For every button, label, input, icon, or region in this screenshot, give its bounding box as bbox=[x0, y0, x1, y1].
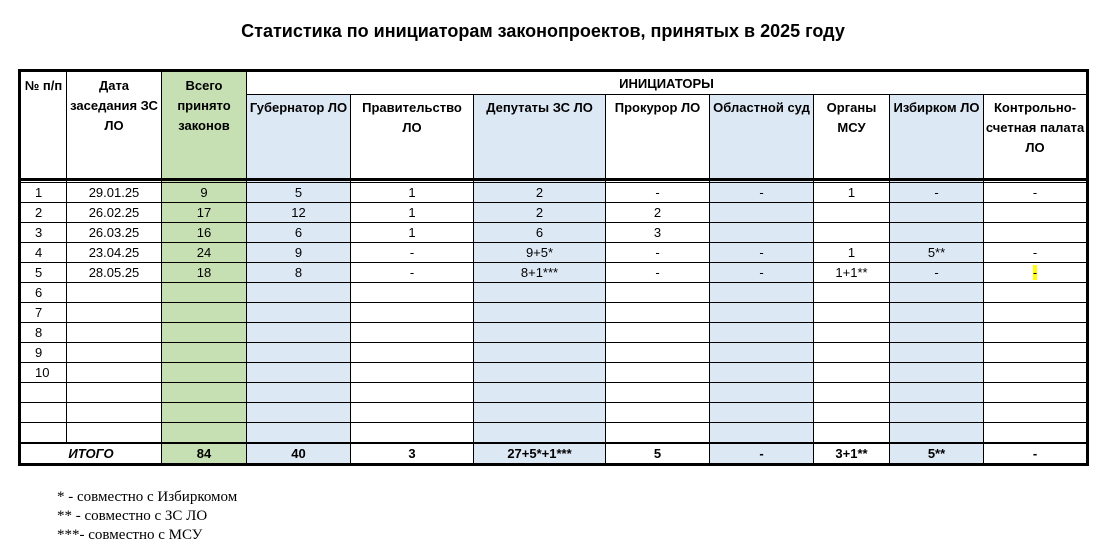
cell-control-chamber bbox=[984, 363, 1088, 383]
cell-government bbox=[351, 383, 474, 403]
cell-prosecutor: 2 bbox=[606, 203, 710, 223]
cell-total bbox=[162, 383, 247, 403]
cell-izbirkom: 5** bbox=[890, 243, 984, 263]
header-izbirkom: Избирком ЛО bbox=[890, 95, 984, 180]
cell-date: 26.03.25 bbox=[67, 223, 162, 243]
cell-msu: 1 bbox=[814, 243, 890, 263]
cell-date: 26.02.25 bbox=[67, 203, 162, 223]
table-row bbox=[20, 363, 1088, 383]
cell-governor bbox=[247, 323, 351, 343]
cell-msu bbox=[814, 283, 890, 303]
cell-governor bbox=[247, 363, 351, 383]
cell-total: 24 bbox=[162, 243, 247, 263]
total-prosecutor: 5 bbox=[606, 443, 710, 465]
cell-num: 10 bbox=[20, 363, 67, 383]
cell-prosecutor: - bbox=[606, 183, 710, 203]
cell-total bbox=[162, 303, 247, 323]
cell-total bbox=[162, 343, 247, 363]
cell-date bbox=[67, 343, 162, 363]
cell-regional-court: - bbox=[710, 183, 814, 203]
cell-prosecutor: 3 bbox=[606, 223, 710, 243]
cell-regional-court bbox=[710, 423, 814, 444]
cell-izbirkom bbox=[890, 403, 984, 423]
cell-regional-court bbox=[710, 203, 814, 223]
cell-control-chamber bbox=[984, 423, 1088, 444]
cell-regional-court bbox=[710, 343, 814, 363]
cell-date bbox=[67, 303, 162, 323]
cell-governor bbox=[247, 403, 351, 423]
total-label: ИТОГО bbox=[20, 443, 162, 465]
cell-date bbox=[67, 383, 162, 403]
cell-governor bbox=[247, 303, 351, 323]
header-governor: Губернатор ЛО bbox=[247, 95, 351, 180]
cell-prosecutor bbox=[606, 323, 710, 343]
cell-total bbox=[162, 283, 247, 303]
cell-government bbox=[351, 343, 474, 363]
cell-num: 2 bbox=[20, 203, 67, 223]
cell-msu: 1 bbox=[814, 183, 890, 203]
cell-deputies bbox=[474, 283, 606, 303]
cell-governor bbox=[247, 423, 351, 444]
cell-government: 1 bbox=[351, 223, 474, 243]
total-izbirkom: 5** bbox=[890, 443, 984, 465]
highlighted-value: - bbox=[1032, 265, 1038, 280]
cell-governor: 12 bbox=[247, 203, 351, 223]
cell-governor: 5 bbox=[247, 183, 351, 203]
cell-control-chamber bbox=[984, 283, 1088, 303]
cell-date bbox=[67, 423, 162, 444]
cell-regional-court bbox=[710, 323, 814, 343]
cell-regional-court bbox=[710, 303, 814, 323]
table-row bbox=[20, 323, 1088, 343]
cell-izbirkom bbox=[890, 363, 984, 383]
cell-date bbox=[67, 363, 162, 383]
cell-prosecutor bbox=[606, 303, 710, 323]
cell-date bbox=[67, 323, 162, 343]
header-deputies: Депутаты ЗС ЛО bbox=[474, 95, 606, 180]
total-governor: 40 bbox=[247, 443, 351, 465]
cell-regional-court bbox=[710, 403, 814, 423]
header-government: Правительство ЛО bbox=[351, 95, 474, 180]
cell-izbirkom bbox=[890, 423, 984, 444]
total-msu: 3+1** bbox=[814, 443, 890, 465]
document-title: Статистика по инициаторам законопроектов, принятых в 2025 году bbox=[241, 21, 845, 41]
cell-government bbox=[351, 303, 474, 323]
cell-date bbox=[67, 403, 162, 423]
cell-deputies: 2 bbox=[474, 183, 606, 203]
cell-government bbox=[351, 323, 474, 343]
cell-government bbox=[351, 403, 474, 423]
footnotes bbox=[57, 488, 237, 545]
cell-governor bbox=[247, 343, 351, 363]
cell-deputies bbox=[474, 303, 606, 323]
cell-control-chamber: - bbox=[984, 243, 1088, 263]
total-regional-court: - bbox=[710, 443, 814, 465]
table-row bbox=[20, 223, 1088, 243]
cell-msu bbox=[814, 303, 890, 323]
cell-control-chamber bbox=[984, 403, 1088, 423]
total-control-chamber: - bbox=[984, 443, 1088, 465]
cell-deputies: 2 bbox=[474, 203, 606, 223]
table-row bbox=[20, 423, 1088, 444]
cell-num: 5 bbox=[20, 263, 67, 283]
cell-control-chamber bbox=[984, 383, 1088, 403]
cell-izbirkom bbox=[890, 283, 984, 303]
cell-control-chamber bbox=[984, 263, 1088, 283]
cell-date: 23.04.25 bbox=[67, 243, 162, 263]
footnote-3: ***- совместно с МСУ bbox=[57, 527, 203, 543]
total-row bbox=[20, 443, 1088, 465]
header-control-chamber: Контрольно-счетная палата ЛО bbox=[984, 95, 1088, 180]
cell-date bbox=[67, 283, 162, 303]
cell-prosecutor: - bbox=[606, 263, 710, 283]
table-row bbox=[20, 203, 1088, 223]
cell-total: 17 bbox=[162, 203, 247, 223]
cell-regional-court bbox=[710, 383, 814, 403]
cell-izbirkom bbox=[890, 383, 984, 403]
cell-total bbox=[162, 363, 247, 383]
table-row bbox=[20, 383, 1088, 403]
header-initiators: ИНИЦИАТОРЫ bbox=[247, 71, 1088, 95]
cell-prosecutor bbox=[606, 283, 710, 303]
table-row bbox=[20, 283, 1088, 303]
cell-msu bbox=[814, 223, 890, 243]
cell-deputies bbox=[474, 383, 606, 403]
cell-izbirkom bbox=[890, 323, 984, 343]
cell-msu bbox=[814, 383, 890, 403]
cell-government bbox=[351, 363, 474, 383]
header-msu: Органы МСУ bbox=[814, 95, 890, 180]
cell-msu bbox=[814, 403, 890, 423]
table-row bbox=[20, 343, 1088, 363]
cell-governor: 9 bbox=[247, 243, 351, 263]
cell-regional-court: - bbox=[710, 243, 814, 263]
cell-regional-court bbox=[710, 283, 814, 303]
cell-deputies bbox=[474, 323, 606, 343]
cell-prosecutor bbox=[606, 343, 710, 363]
cell-num: 8 bbox=[20, 323, 67, 343]
cell-government: - bbox=[351, 263, 474, 283]
total-total: 84 bbox=[162, 443, 247, 465]
cell-date: 28.05.25 bbox=[67, 263, 162, 283]
table-row bbox=[20, 403, 1088, 423]
cell-deputies bbox=[474, 403, 606, 423]
cell-num: 7 bbox=[20, 303, 67, 323]
cell-control-chamber bbox=[984, 223, 1088, 243]
cell-prosecutor: - bbox=[606, 243, 710, 263]
total-deputies: 27+5*+1*** bbox=[474, 443, 606, 465]
cell-izbirkom bbox=[890, 223, 984, 243]
cell-izbirkom bbox=[890, 303, 984, 323]
cell-government: - bbox=[351, 243, 474, 263]
cell-deputies: 6 bbox=[474, 223, 606, 243]
cell-governor: 8 bbox=[247, 263, 351, 283]
table-row bbox=[20, 243, 1088, 263]
cell-prosecutor bbox=[606, 383, 710, 403]
cell-msu bbox=[814, 363, 890, 383]
cell-government bbox=[351, 283, 474, 303]
cell-date: 29.01.25 bbox=[67, 183, 162, 203]
header-num: № п/п bbox=[20, 71, 67, 180]
cell-regional-court bbox=[710, 363, 814, 383]
cell-government: 1 bbox=[351, 183, 474, 203]
cell-num: 9 bbox=[20, 343, 67, 363]
cell-regional-court: - bbox=[710, 263, 814, 283]
cell-msu bbox=[814, 423, 890, 444]
table-row bbox=[20, 183, 1088, 203]
total-government: 3 bbox=[351, 443, 474, 465]
cell-total bbox=[162, 323, 247, 343]
cell-izbirkom bbox=[890, 343, 984, 363]
table-row bbox=[20, 263, 1088, 283]
cell-deputies: 8+1*** bbox=[474, 263, 606, 283]
table-row bbox=[20, 303, 1088, 323]
cell-num: 3 bbox=[20, 223, 67, 243]
cell-deputies bbox=[474, 343, 606, 363]
cell-num: 1 bbox=[20, 183, 67, 203]
cell-msu: 1+1** bbox=[814, 263, 890, 283]
footnote-1: * - совместно с Избиркомом bbox=[57, 489, 238, 505]
cell-prosecutor bbox=[606, 403, 710, 423]
cell-total bbox=[162, 403, 247, 423]
cell-governor bbox=[247, 383, 351, 403]
header-total: Всего принято законов bbox=[162, 71, 247, 180]
cell-izbirkom: - bbox=[890, 263, 984, 283]
cell-msu bbox=[814, 203, 890, 223]
cell-msu bbox=[814, 323, 890, 343]
header-prosecutor: Прокурор ЛО bbox=[606, 95, 710, 180]
cell-control-chamber bbox=[984, 303, 1088, 323]
cell-control-chamber bbox=[984, 343, 1088, 363]
cell-izbirkom: - bbox=[890, 183, 984, 203]
cell-total: 16 bbox=[162, 223, 247, 243]
cell-num bbox=[20, 403, 67, 423]
cell-control-chamber: - bbox=[984, 183, 1088, 203]
cell-control-chamber bbox=[984, 323, 1088, 343]
cell-deputies bbox=[474, 423, 606, 444]
cell-num bbox=[20, 383, 67, 403]
cell-governor bbox=[247, 283, 351, 303]
cell-izbirkom bbox=[890, 203, 984, 223]
cell-total: 9 bbox=[162, 183, 247, 203]
cell-total: 18 bbox=[162, 263, 247, 283]
cell-regional-court bbox=[710, 223, 814, 243]
cell-deputies bbox=[474, 363, 606, 383]
statistics-table bbox=[18, 69, 1089, 466]
cell-num: 6 bbox=[20, 283, 67, 303]
cell-deputies: 9+5* bbox=[474, 243, 606, 263]
cell-prosecutor bbox=[606, 363, 710, 383]
header-regional-court: Областной суд bbox=[710, 95, 814, 180]
cell-msu bbox=[814, 343, 890, 363]
cell-governor: 6 bbox=[247, 223, 351, 243]
cell-government: 1 bbox=[351, 203, 474, 223]
header-date: Дата заседания ЗС ЛО bbox=[67, 71, 162, 180]
cell-prosecutor bbox=[606, 423, 710, 444]
cell-total bbox=[162, 423, 247, 444]
cell-control-chamber bbox=[984, 203, 1088, 223]
footnote-2: ** - совместно с ЗС ЛО bbox=[57, 508, 208, 524]
cell-num bbox=[20, 423, 67, 444]
cell-num: 4 bbox=[20, 243, 67, 263]
cell-government bbox=[351, 423, 474, 444]
